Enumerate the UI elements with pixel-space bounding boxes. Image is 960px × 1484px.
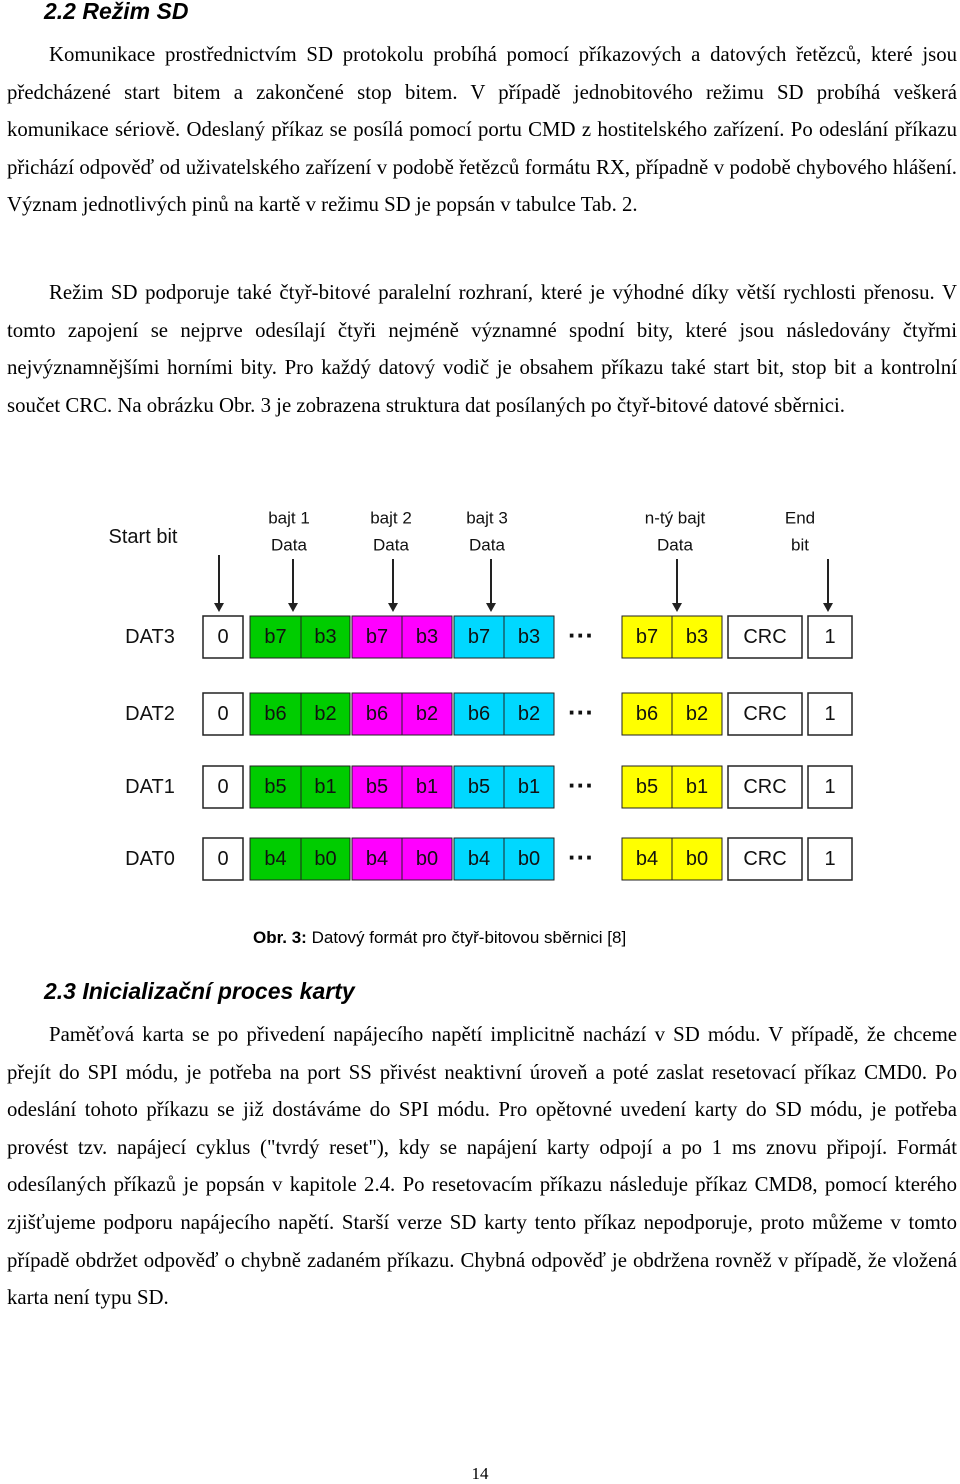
dat3-cell-6-text: b3 bbox=[517, 626, 541, 648]
dat3-start-text: 0 bbox=[217, 626, 229, 648]
dat1-last-cell-2-text: b1 bbox=[685, 776, 709, 798]
dat1-cell-3-text: b5 bbox=[365, 776, 389, 798]
section-heading-2-3: 2.3 Inicializační proces karty bbox=[44, 978, 355, 1004]
dat1-cell-5-text: b5 bbox=[467, 776, 491, 798]
dat1-cell-6-text: b1 bbox=[517, 776, 541, 798]
figure-caption bbox=[253, 928, 626, 948]
dat3-cell-1-text: b7 bbox=[264, 626, 287, 648]
dat3-cell-5-text: b7 bbox=[467, 626, 491, 648]
dat0-cell-3-text: b4 bbox=[365, 848, 389, 870]
dat2-start-text: 0 bbox=[217, 703, 229, 725]
arrow-start-bit-head bbox=[214, 603, 224, 612]
dat1-cell-1-text: b5 bbox=[264, 776, 287, 798]
figure-caption-prefix: Obr. 3: bbox=[253, 928, 307, 947]
dat0-start-text: 0 bbox=[217, 848, 229, 870]
dat0-label: DAT0 bbox=[125, 848, 175, 870]
arrow-byte-1-head bbox=[288, 603, 298, 612]
label-end-bit-line2: bit bbox=[791, 535, 809, 555]
dat1-cell-2-text: b1 bbox=[314, 776, 337, 798]
dat3-cell-2-text: b3 bbox=[314, 626, 337, 648]
dat1-start-text: 0 bbox=[217, 776, 229, 798]
label-end-bit-line1: End bbox=[784, 508, 816, 528]
dat3-end-text: 1 bbox=[824, 626, 836, 648]
arrow-byte-3-head bbox=[486, 603, 496, 612]
label-byte-2-line1: bajt 2 bbox=[370, 508, 412, 528]
dat0-last-cell-1-text: b4 bbox=[635, 848, 659, 870]
dat0-cell-6-text: b0 bbox=[517, 848, 541, 870]
label-byte-1-line2: Data bbox=[271, 535, 307, 555]
dat3-last-cell-2-text: b3 bbox=[685, 626, 709, 648]
dat3-crc-text: CRC bbox=[743, 626, 787, 648]
dat3-cell-4-text: b3 bbox=[415, 626, 439, 648]
dat2-cell-2-text: b2 bbox=[314, 703, 337, 725]
label-byte-n-line1: n-tý bajt bbox=[644, 508, 706, 528]
dat0-crc-text: CRC bbox=[743, 848, 787, 870]
four-bit-data-format-figure bbox=[95, 497, 865, 887]
dat0-end-text: 1 bbox=[824, 848, 836, 870]
dat3-last-cell-1-text: b7 bbox=[635, 626, 659, 648]
dat0-cell-4-text: b0 bbox=[415, 848, 439, 870]
dat3-cell-3-text: b7 bbox=[365, 626, 389, 648]
dat1-end-text: 1 bbox=[824, 776, 836, 798]
dat2-end-text: 1 bbox=[824, 703, 836, 725]
label-byte-n-line2: Data bbox=[657, 535, 693, 555]
page-number: 14 bbox=[471, 1464, 489, 1483]
label-byte-1-line1: bajt 1 bbox=[268, 508, 310, 528]
dat1-ellipsis: ··· bbox=[568, 770, 594, 800]
label-byte-3-line2: Data bbox=[469, 535, 505, 555]
dat2-label: DAT2 bbox=[125, 703, 175, 725]
dat1-last-cell-1-text: b5 bbox=[635, 776, 659, 798]
label-byte-2-line2: Data bbox=[373, 535, 409, 555]
dat2-cell-1-text: b6 bbox=[264, 703, 287, 725]
dat2-last-cell-2-text: b2 bbox=[685, 703, 709, 725]
dat2-cell-6-text: b2 bbox=[517, 703, 541, 725]
dat2-ellipsis: ··· bbox=[568, 697, 594, 727]
dat0-cell-2-text: b0 bbox=[314, 848, 337, 870]
paragraph-card-initialization: Paměťová karta se po přivedení napájecího napětí implicitně nachází v SD módu. V případě, že chceme přejít do SPI módu, je potřeba na port SS přivést neaktivní úroveň a poté zaslat resetovací příkaz CMD0. Po odeslání tohoto příkazu se již dostáváme do SPI módu. Pro opětovné uvedení karty do SD módu, je potřeba provést tzv. napájecí cyklus ("tvrdý reset"), kdy se napájení karty odpojí a po 1 ms znovu připojí. Formát odesílaných příkazů je popsán v kapitole 2.4. Po resetovacím příkazu následuje příkaz CMD8, pomocí kterého zjišťujeme podporu napájecího napětí. Starší verze SD karty tento příkaz nepodporuje, proto můžeme v tomto případě obdržet odpověď o chybně zadaném příkazu. Chybná odpověď je obdržena rovněž v případě, že vložená karta není typu SD. bbox=[7, 1023, 957, 1310]
dat1-label: DAT1 bbox=[125, 776, 175, 798]
figure-caption-text: Datový formát pro čtyř-bitovou sběrnici [8] bbox=[306, 928, 627, 947]
paragraph-sd-protocol: Komunikace prostřednictvím SD protokolu probíhá pomocí příkazových a datových řetězců, které jsou předcházené start bitem a zakončené stop bitem. V případě jednobitového režimu SD probíhá veškerá komunikace sériově. Odeslaný příkaz se posílá pomocí portu CMD z hostitelského zařízení. Po odeslání příkazu přichází odpověď od uživatelského zařízení v podobě řetězců formátu RX, případně v podobě chybového hlášení. Význam jednotlivých pinů na kartě v režimu SD je popsán v tabulce Tab. 2. bbox=[7, 43, 957, 217]
dat2-cell-3-text: b6 bbox=[365, 703, 389, 725]
label-byte-3-line1: bajt 3 bbox=[466, 508, 508, 528]
dat0-cell-1-text: b4 bbox=[264, 848, 287, 870]
dat0-last-cell-2-text: b0 bbox=[685, 848, 709, 870]
arrow-end-bit-head bbox=[823, 603, 833, 612]
label-start-bit: Start bit bbox=[108, 526, 178, 548]
dat1-cell-4-text: b1 bbox=[415, 776, 439, 798]
dat2-cell-4-text: b2 bbox=[415, 703, 439, 725]
dat0-cell-5-text: b4 bbox=[467, 848, 491, 870]
dat3-label: DAT3 bbox=[125, 626, 175, 648]
dat0-ellipsis: ··· bbox=[568, 842, 594, 872]
dat2-last-cell-1-text: b6 bbox=[635, 703, 659, 725]
dat2-crc-text: CRC bbox=[743, 703, 787, 725]
arrow-byte-2-head bbox=[388, 603, 398, 612]
arrow-byte-n-head bbox=[672, 603, 682, 612]
dat2-cell-5-text: b6 bbox=[467, 703, 491, 725]
paragraph-four-bit-mode: Režim SD podporuje také čtyř-bitové paralelní rozhraní, které je výhodné díky větší rychlosti přenosu. V tomto zapojení se nejprve odesílají čtyři nejméně významné spodní bity, které jsou následovány čtyřmi nejvýznamnějšími horními bity. Pro každý datový vodič je obsahem příkazu také start bit, stop bit a kontrolní součet CRC. Na obrázku Obr. 3 je zobrazena struktura dat posílaných po čtyř-bitové datové sběrnici. bbox=[7, 281, 957, 417]
dat1-crc-text: CRC bbox=[743, 776, 787, 798]
section-heading-2-2: 2.2 Režim SD bbox=[44, 0, 189, 24]
dat3-ellipsis: ··· bbox=[568, 620, 594, 650]
